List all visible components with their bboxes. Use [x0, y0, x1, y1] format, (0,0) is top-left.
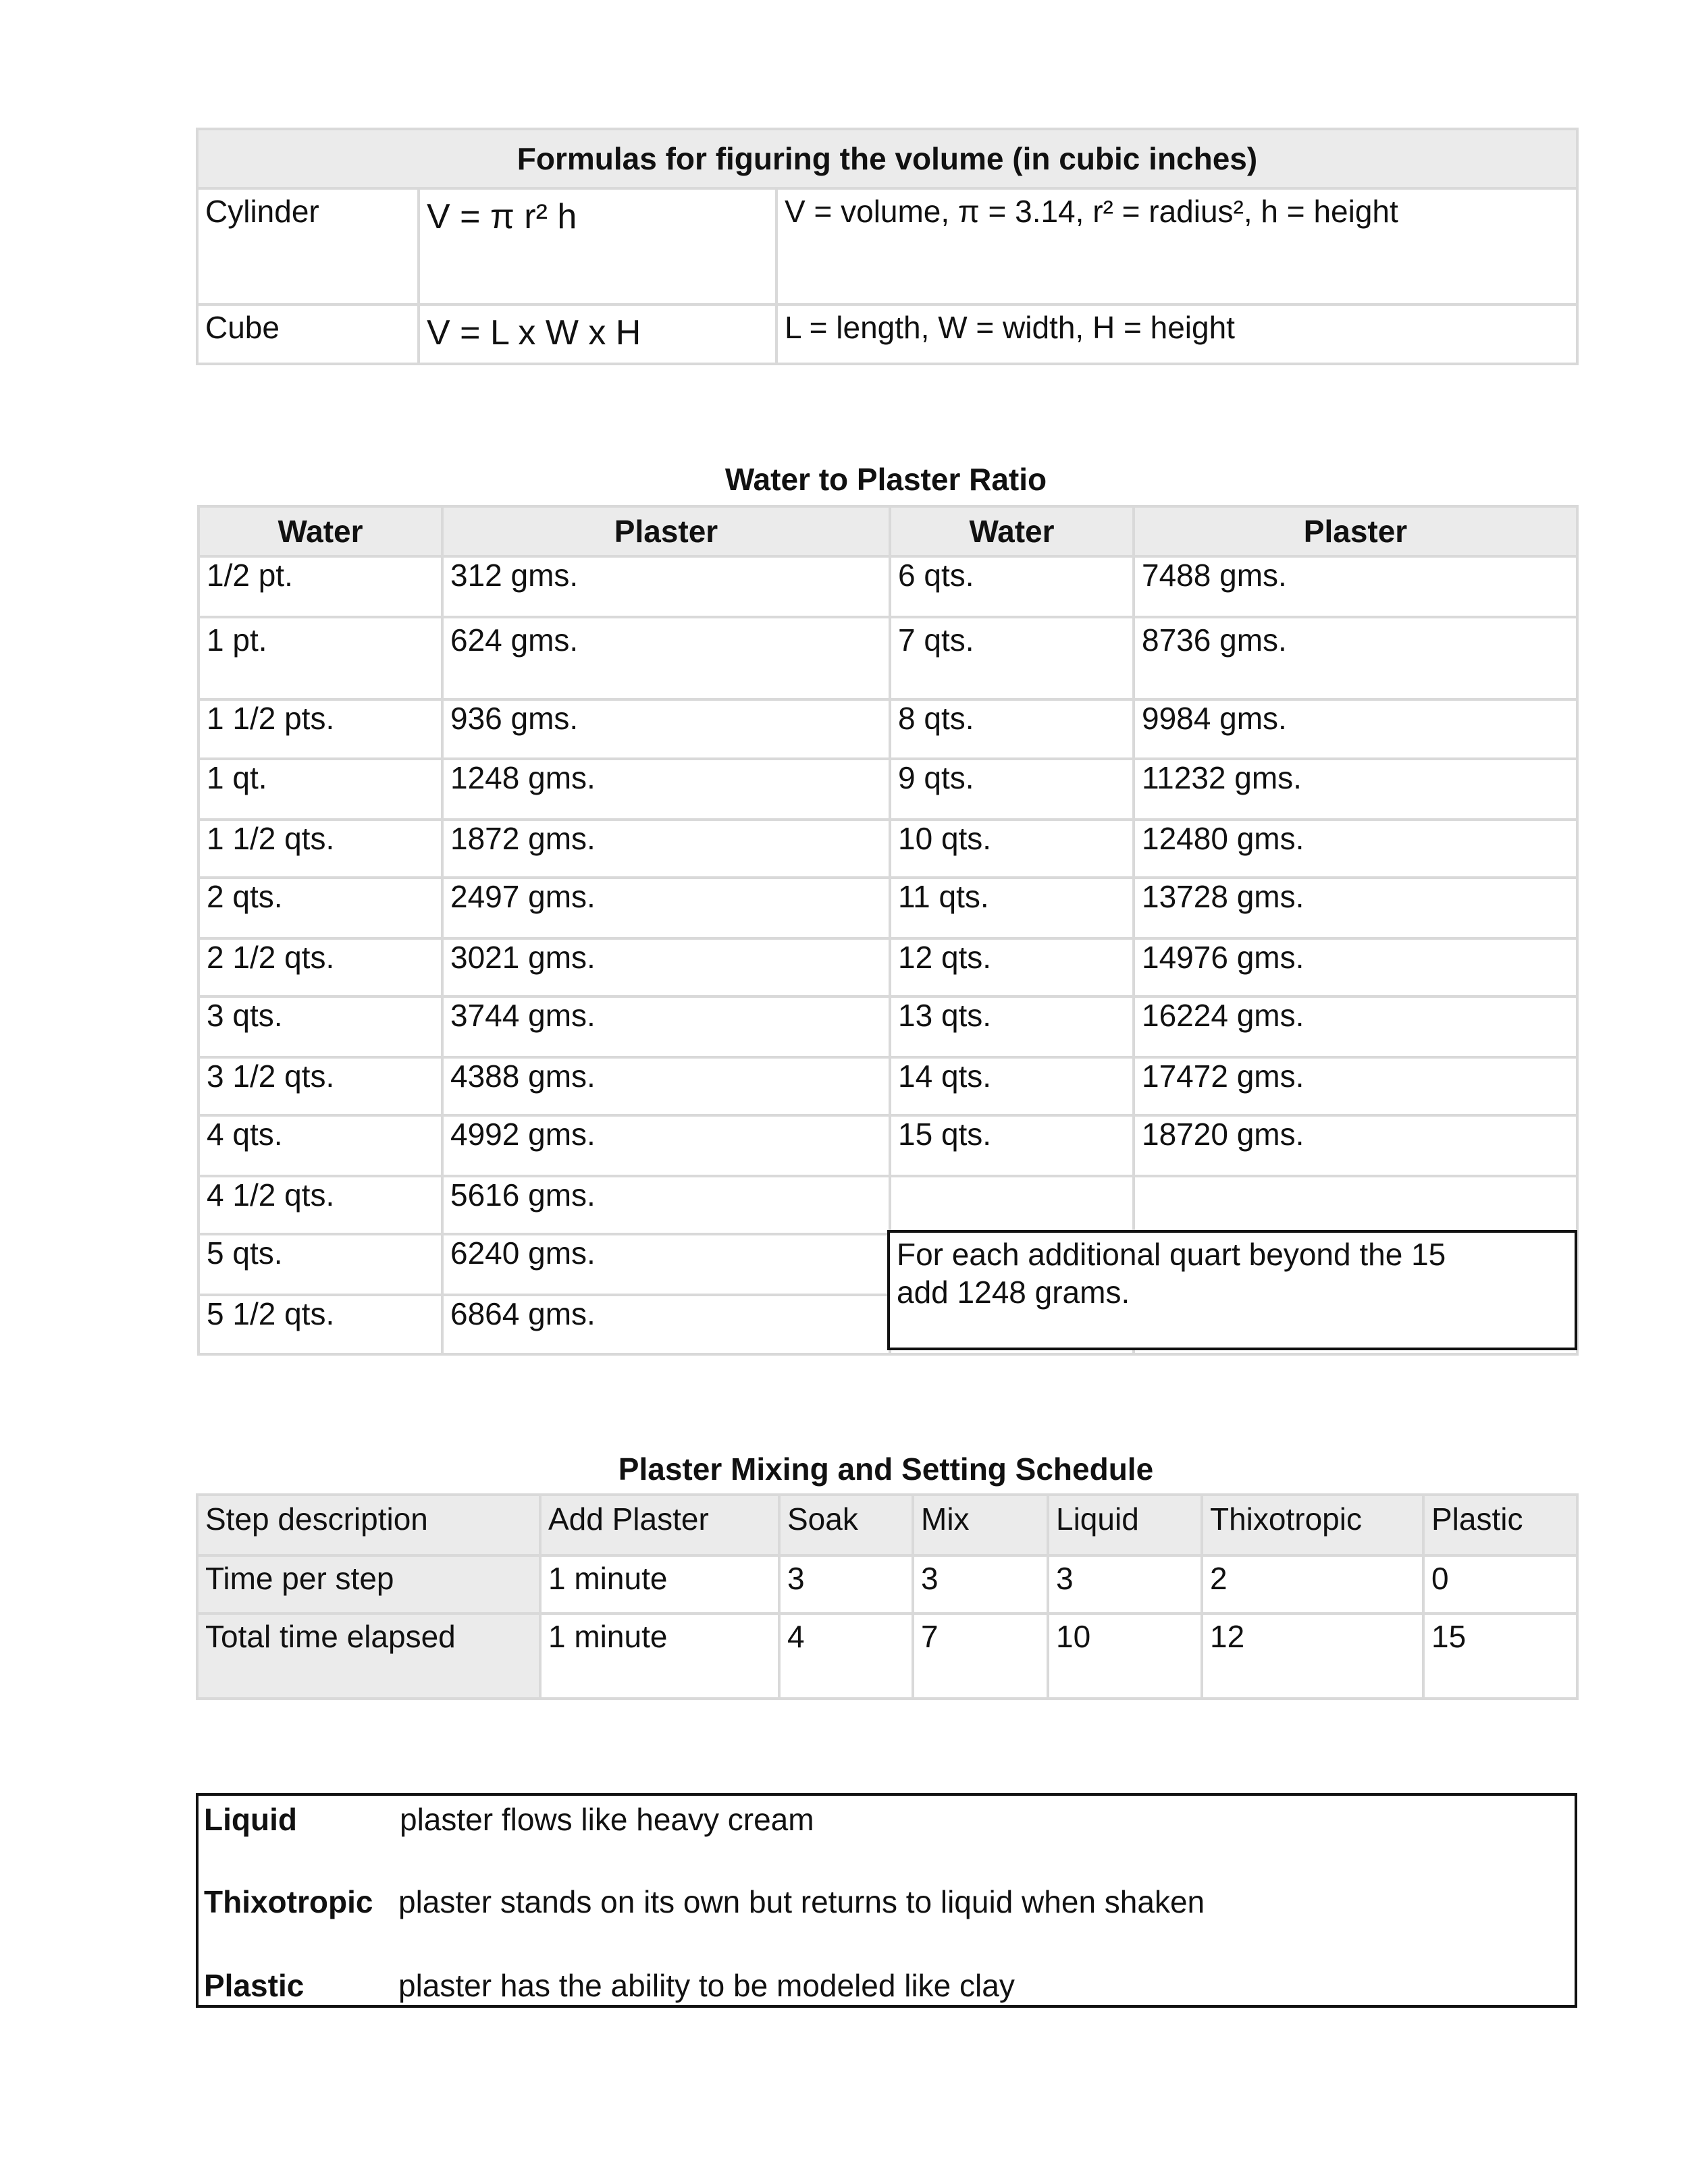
ratio-cell: 13 qts.	[890, 996, 1134, 1057]
ratio-cell: 4992 gms.	[442, 1115, 890, 1176]
ratio-cell: 11232 gms.	[1134, 759, 1577, 820]
table-row	[199, 878, 1577, 938]
schedule-cell: 7	[913, 1614, 1048, 1699]
schedule-header-mix: Mix	[913, 1495, 1048, 1555]
table-row	[197, 1555, 1577, 1614]
schedule-cell: 10	[1048, 1614, 1202, 1699]
ratio-cell: 2497 gms.	[442, 878, 890, 938]
ratio-cell: 18720 gms.	[1134, 1115, 1577, 1176]
ratio-cell: 3 qts.	[199, 996, 442, 1057]
ratio-cell: 312 gms.	[442, 556, 890, 617]
schedule-header-soak: Soak	[779, 1495, 913, 1555]
ratio-cell: 6864 gms.	[442, 1295, 890, 1354]
ratio-cell: 4 qts.	[199, 1115, 442, 1176]
table-row	[199, 617, 1577, 699]
schedule-row-label: Time per step	[197, 1555, 540, 1614]
ratio-cell: 7 qts.	[890, 617, 1134, 699]
stage-definition: plaster stands on its own but returns to liquid when shaken	[398, 1884, 1205, 1919]
ratio-cell: 14 qts.	[890, 1057, 1134, 1115]
formula-cube: V = L x W x H	[419, 304, 776, 364]
ratio-cell: 5 1/2 qts.	[199, 1295, 442, 1354]
ratio-cell: 8736 gms.	[1134, 617, 1577, 699]
ratio-cell: 936 gms.	[442, 699, 890, 759]
schedule-header-thixotropic: Thixotropic	[1202, 1495, 1423, 1555]
ratio-cell: 1/2 pt.	[199, 556, 442, 617]
ratio-header-plaster-1: Plaster	[442, 506, 890, 556]
ratio-cell: 4 1/2 qts.	[199, 1176, 442, 1234]
schedule-row-label: Total time elapsed	[197, 1614, 540, 1699]
table-row	[199, 556, 1577, 617]
schedule-table	[196, 1493, 1579, 1700]
table-row	[199, 938, 1577, 996]
ratio-cell: 2 qts.	[199, 878, 442, 938]
ratio-cell: 1 1/2 qts.	[199, 820, 442, 878]
schedule-cell: 12	[1202, 1614, 1423, 1699]
ratio-cell: 15 qts.	[890, 1115, 1134, 1176]
schedule-cell: 1 minute	[540, 1555, 779, 1614]
ratio-cell: 11 qts.	[890, 878, 1134, 938]
schedule-cell: 1 minute	[540, 1614, 779, 1699]
schedule-header-add-plaster: Add Plaster	[540, 1495, 779, 1555]
ratio-cell: 12480 gms.	[1134, 820, 1577, 878]
ratio-cell: 13728 gms.	[1134, 878, 1577, 938]
ratio-cell: 1872 gms.	[442, 820, 890, 878]
ratio-cell: 2 1/2 qts.	[199, 938, 442, 996]
table-row	[199, 699, 1577, 759]
ratio-cell: 7488 gms.	[1134, 556, 1577, 617]
ratio-header-plaster-2: Plaster	[1134, 506, 1577, 556]
stage-definition: plaster has the ability to be modeled like clay	[398, 1968, 1015, 2003]
schedule-header-plastic: Plastic	[1423, 1495, 1577, 1555]
table-row	[199, 820, 1577, 878]
schedule-cell: 3	[779, 1555, 913, 1614]
ratio-cell: 5616 gms.	[442, 1176, 890, 1234]
formulas-title: Formulas for figuring the volume (in cubic inches)	[197, 129, 1577, 188]
ratio-cell: 1 1/2 pts.	[199, 699, 442, 759]
ratio-cell: 16224 gms.	[1134, 996, 1577, 1057]
ratio-cell: 3744 gms.	[442, 996, 890, 1057]
stage-term: Thixotropic	[204, 1884, 373, 1919]
ratio-cell: 624 gms.	[442, 617, 890, 699]
schedule-cell: 4	[779, 1614, 913, 1699]
ratio-title: Water to Plaster Ratio	[724, 462, 1047, 497]
note-text: For each additional quart beyond the 15 add 1248 grams.	[897, 1237, 1446, 1310]
stage-term: Plastic	[204, 1968, 305, 2003]
schedule-cell: 3	[913, 1555, 1048, 1614]
ratio-cell: 9 qts.	[890, 759, 1134, 820]
ratio-cell: 1 pt.	[199, 617, 442, 699]
ratio-cell: 12 qts.	[890, 938, 1134, 996]
schedule-cell: 15	[1423, 1614, 1577, 1699]
ratio-cell: 17472 gms.	[1134, 1057, 1577, 1115]
ratio-cell	[1134, 1176, 1577, 1234]
ratio-cell: 6240 gms.	[442, 1234, 890, 1295]
ratio-cell: 8 qts.	[890, 699, 1134, 759]
ratio-cell: 1248 gms.	[442, 759, 890, 820]
stage-definitions-box	[196, 1793, 1577, 2008]
table-row	[199, 1176, 1577, 1234]
table-row	[197, 1614, 1577, 1699]
ratio-header-water-1: Water	[199, 506, 442, 556]
table-row	[199, 996, 1577, 1057]
schedule-header-liquid: Liquid	[1048, 1495, 1202, 1555]
stage-definition: plaster flows like heavy cream	[400, 1802, 814, 1837]
ratio-header-water-2: Water	[890, 506, 1134, 556]
schedule-cell: 0	[1423, 1555, 1577, 1614]
ratio-cell: 4388 gms.	[442, 1057, 890, 1115]
ratio-cell: 3 1/2 qts.	[199, 1057, 442, 1115]
ratio-cell: 14976 gms.	[1134, 938, 1577, 996]
ratio-cell: 1 qt.	[199, 759, 442, 820]
ratio-cell: 3021 gms.	[442, 938, 890, 996]
ratio-cell	[890, 1176, 1134, 1234]
schedule-header-step: Step description	[197, 1495, 540, 1555]
shape-cylinder: Cylinder	[197, 188, 419, 304]
legend-cube: L = length, W = width, H = height	[776, 304, 1577, 364]
ratio-cell: 9984 gms.	[1134, 699, 1577, 759]
legend-cylinder: V = volume, π = 3.14, r² = radius², h = height	[776, 188, 1577, 304]
ratio-cell: 5 qts.	[199, 1234, 442, 1295]
ratio-table	[197, 505, 1579, 1356]
stage-term: Liquid	[204, 1802, 297, 1837]
schedule-cell: 2	[1202, 1555, 1423, 1614]
formulas-table	[196, 128, 1579, 365]
ratio-cell: 10 qts.	[890, 820, 1134, 878]
shape-cube: Cube	[197, 304, 419, 364]
schedule-title: Plaster Mixing and Setting Schedule	[618, 1451, 1154, 1487]
table-row	[199, 1057, 1577, 1115]
table-row	[199, 1115, 1577, 1176]
additional-quart-note	[887, 1230, 1577, 1350]
ratio-cell: 6 qts.	[890, 556, 1134, 617]
formula-cylinder: V = π r² h	[419, 188, 776, 304]
table-row	[199, 759, 1577, 820]
schedule-cell: 3	[1048, 1555, 1202, 1614]
